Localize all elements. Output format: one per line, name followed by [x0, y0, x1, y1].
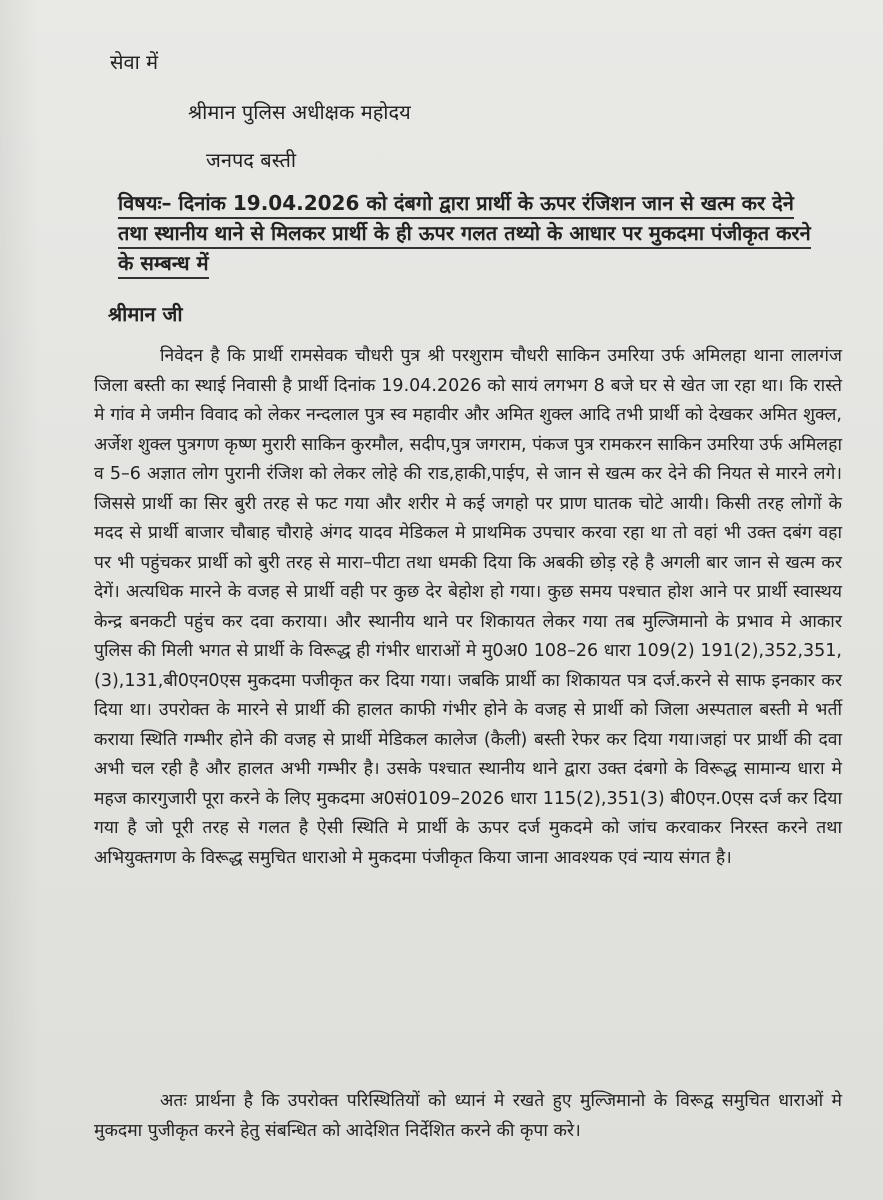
subject-block: [118, 188, 823, 278]
body-paragraph: निवेदन है कि प्रार्थी रामसेवक चौधरी पुत्र श्री परशुराम चौधरी साकिन उमरिया उर्फ अमिलहा थाना लालगंज जिला बस्ती का स्थाई निवासी है प्रार्थी दिनांक 19.04.2026 को सायं लगभग 8 बजे घर से खेत जा रहा था। कि रास्ते मे गांव मे जमीन विवाद को लेकर नन्दलाल पुत्र स्व महावीर और अमित शुक्ल आदि तभी प्रार्थी को देखकर अमित शुक्ल, अर्जेश शुक्ल पुत्रगण कृष्ण मुरारी साकिन कुरमौल, सदीप,पुत्र जगराम, पंकज पुत्र रामकरन साकिन उमरिया उर्फ अमिलहा व 5–6 अज्ञात लोग पुरानी रंजिश को लेकर लोहे की राड,हाकी,पाईप, से जान से खत्म कर देने की नियत से मारने लगे।जिससे प्रार्थी का सिर बुरी तरह से फट गया और शरीर मे कई जगहो पर प्राण घातक चोटे आयी। किसी तरह लोगों के मदद से प्रार्थी बाजार चौबाह चौराहे अंगद यादव मेडिकल मे प्राथमिक उपचार करवा रहा था तो वहां भी उक्त दबंग वहा पर भी पहुंचकर प्रार्थी को बुरी तरह से मारा–पीटा तथा धमकी दिया कि अबकी छोड़ रहे है अगली बार जान से खत्म कर देगें। अत्यधिक मारने के वजह से प्रार्थी वही पर कुछ देर बेहोश हो गया। कुछ समय पश्चात होश आने पर प्रार्थी स्वास्थय केन्द्र बनकटी पहुंच कर दवा कराया। और स्थानीय थाने पर शिकायत लेकर गया तब मुल्जिमानो के प्रभाव मे आकार पुलिस की मिली भगत से प्रार्थी के विरूद्ध ही गंभीर धाराओं मे मु0अ0 108–26 धारा 109(2) 191(2),352,351,(3),131,बी0एन0एस मुकदमा पजीकृत कर दिया गया। जबकि प्रार्थी का शिकायत पत्र दर्ज.करने से साफ इनकार कर दिया था। उपरोक्त के मारने से प्रार्थी की हालत काफी गंभीर होने के वजह से प्रार्थी को जिला अस्पताल बस्ती मे भर्ती कराया स्थिति गम्भीर होने की वजह से प्रार्थी मेडिकल कालेज (कैली) बस्ती रेफर कर दिया गया।जहां पर प्रार्थी की दवा अभी चल रही है और हालत अभी गम्भीर है। उसके पश्चात स्थानीय थाने द्वारा उक्त दंबगो के विरूद्ध सामान्य धारा मे महज कारगुजारी पूरा करने के लिए मुकदमा अ0सं0109–2026 धारा 115(2),351(3) बी0एन.0एस दर्ज कर दिया गया है जो पूरी तरह से गलत है ऐसी स्थिति मे प्रार्थी के ऊपर दर्ज मुकदमे को जांच करवाकर निरस्त करने तथा अभियुक्तगण के विरूद्ध समुचित धाराओ मे मुकदमा पंजीकृत किया जाना आवश्यक एवं न्याय संगत है।: [94, 346, 842, 868]
recipient-district: जनपद बस्ती: [206, 148, 297, 172]
closing-paragraph: अतः प्रार्थना है कि उपरोक्त परिस्थितियों को ध्यानं मे रखते हुए मुल्जिमानो के विरूद्व समुचित धाराओं मे मुकदमा पुजीकृत करने हेतु संबन्धित को आदेशित निर्देशित करने की कृपा करे।: [94, 1091, 842, 1141]
page-shadow: [0, 0, 40, 1200]
greeting: श्रीमान जी: [108, 302, 183, 326]
recipient-title: श्रीमान पुलिस अधीक्षक महोदय: [188, 100, 411, 124]
salutation: सेवा में: [110, 50, 159, 74]
subject-text: विषयः– दिनांक 19.04.2026 को दंबगो द्वारा प्रार्थी के ऊपर रंजिशन जान से खत्म कर देने तथा स्थानीय थाने से मिलकर प्रार्थी के ही ऊपर गलत तथ्यो के आधार पर मुकदमा पंजीकृत करने के सम्बन्ध में: [118, 191, 811, 279]
